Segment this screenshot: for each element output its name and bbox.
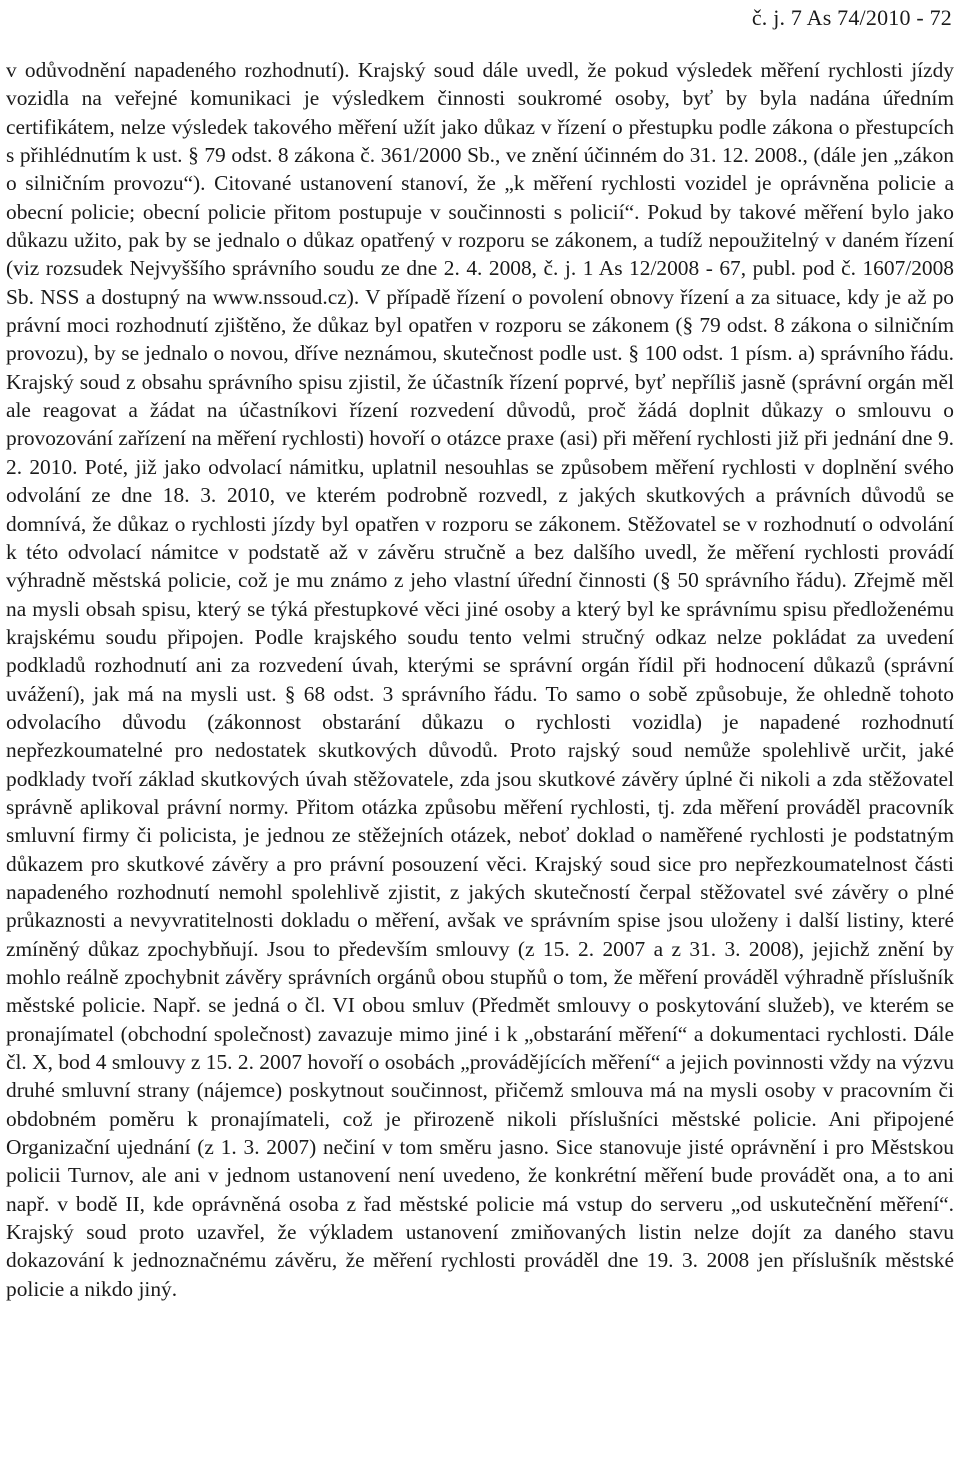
case-number-header: č. j. 7 As 74/2010 - 72 bbox=[751, 5, 952, 30]
body-paragraph: v odůvodnění napadeného rozhodnutí). Krajský soud dále uvedl, že pokud výsledek měření rychlosti jízdy vozidla na veřejné komunikaci je výsledkem činnosti soukromé osoby, byť by byla nadána úředním certifikátem, nelze výsledek takového měření užít jako důkaz v řízení o přestupku podle zákona o přestupcích s přihlédnutím k ust. § 79 odst. 8 zákona č. 361/2000 Sb., ve znění účinném do 31. 12. 2008., (dále jen „zákon o silničním provozu“). Citované ustanovení stanoví, že „k měření rychlosti vozidel je oprávněna policie a obecní policie; obecní policie přitom postupuje v součinnosti s policií“. Pokud by takové měření bylo jako důkazu užito, pak by se jednalo o důkaz opatřený v rozporu se zákonem, a tudíž nepoužitelný v daném řízení (viz rozsudek Nejvyššího správního soudu ze dne 2. 4. 2008, č. j. 1 As 12/2008 - 67, publ. pod č. 1607/2008 Sb. NSS a dostupný na www.nssoud.cz). V případě řízení o povolení obnovy řízení a za situace, kdy je až po právní moci rozhodnutí zjištěno, že důkaz byl opatřen v rozporu se zákonem (§ 79 odst. 8 zákona o silničním provozu), by se jednalo o novou, dříve neznámou, skutečnost podle ust. § 100 odst. 1 písm. a) správního řádu. Krajský soud z obsahu správního spisu zjistil, že účastník řízení poprvé, byť nepříliš jasně (správní orgán měl ale reagovat a žádat na účastníkovi řízení rozvedení důvodů, proč žádá doplnit důkazy o smlouvu o provozování zařízení na měření rychlosti) hovoří o otázce praxe (asi) při měření rychlosti již při jednání dne 9. 2. 2010. Poté, již jako odvolací námitku, uplatnil nesouhlas se způsobem měření rychlosti v doplnění svého odvolání ze dne 18. 3. 2010, ve kterém podrobně rozvedl, z jakých skutkových a právních důvodů se domnívá, že důkaz o rychlosti jízdy byl opatřen v rozporu se zákonem. Stěžovatel se v rozhodnutí o odvolání k této odvolací námitce v podstatě až v závěru stručně a bez dalšího uvedl, že měření rychlosti provádí výhradně městská policie, což je mu známo z jeho vlastní úřední činnosti (§ 50 správního řádu). Zřejmě měl na mysli obsah spisu, který se týká přestupkové věci jiné osoby a který byl ke správnímu spisu předloženému krajskému soudu připojen. Podle krajského soudu tento velmi stručný odkaz nelze pokládat za uvedení podkladů rozhodnutí ani za rozvedení úvah, kterými se správní orgán řídil při hodnocení důkazů (správní uvážení), jak má na mysli ust. § 68 odst. 3 správního řádu. To samo o sobě způsobuje, že ohledně tohoto odvolacího důvodu (zákonnost obstarání důkazu o rychlosti vozidla) je napadené rozhodnutí nepřezkoumatelné pro nedostatek skutkových důvodů. Proto rajský soud nemůže spolehlivě určit, jaké podklady tvoří základ skutkových úvah stěžovatele, zda jsou skutkové závěry úplné či nikoli a zda stěžovatel správně aplikoval právní normy. Přitom otázka způsobu měření rychlosti, tj. zda měření prováděl pracovník smluvní firmy či policista, je jednou ze stěžejních otázek, neboť doklad o naměřené rychlosti je podstatným důkazem pro skutkové závěry a pro právní posouzení věci. Krajský soud sice pro nepřezkoumatelnost části napadeného rozhodnutí nemohl spolehlivě zjistit, z jakých skutečností čerpal stěžovatel své závěry o plné průkaznosti a nevyvratitelnosti dokladu o měření, avšak ve správním spise jsou uloženy i další listiny, které zmíněný důkaz zpochybňují. Jsou to především smlouvy (z 15. 2. 2007 a z 31. 3. 2008), jejichž znění by mohlo reálně zpochybnit závěry správních orgánů obou stupňů o tom, že měření prováděl výhradně příslušník městské policie. Např. se jedná o čl. VI obou smluv (Předmět smlouvy o poskytování služeb), ve kterém se pronajímatel (obchodní společnost) zavazuje mimo jiné i k „obstarání měření“ a dokumentaci rychlosti. Dále čl. X, bod 4 smlouvy z 15. 2. 2007 hovoří o osobách „provádějících měření“ a jejich povinnosti vždy na výzvu druhé smluvní strany (nájemce) poskytnout součinnost, přičemž smlouva má na mysli osoby v pracovním či obdobném poměru k pronajímateli, což je přirozeně nikoli příslušníci městské policie. Ani připojené Organizační ujednání (z 1. 3. 2007) nečiní v tom směru jasno. Sice stanovuje jisté oprávnění i pro Městskou policii Turnov, ale ani v jednom ustanovení není uvedeno, že konkrétní měření bude provádět ona, a to ani např. v bodě II, kde oprávněná osoba z řad městské policie má vstup do serveru „od uskutečnění měření“. Krajský soud proto uzavřel, že výkladem ustanovení zmiňovaných listin nelze dojít za daného stavu dokazování k jednoznačnému závěru, že měření rychlosti prováděl dne 19. 3. 2008 jen příslušník městské policie a nikdo jiný. bbox=[6, 58, 954, 1301]
